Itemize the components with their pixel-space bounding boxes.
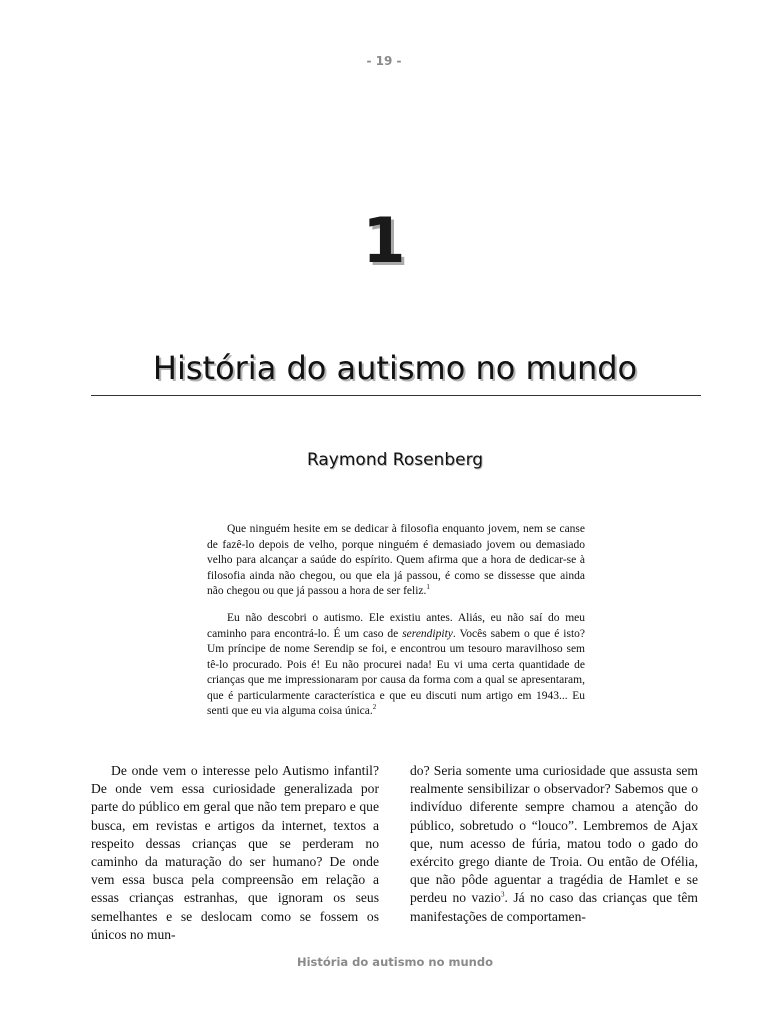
footnote-marker-2: 2 — [372, 703, 377, 712]
body-right-text-after: . Já no caso das crianças que têm manifestações de comportamen- — [410, 890, 698, 924]
footnote-marker-3: 3 — [500, 890, 505, 899]
epigraph-1 — [207, 522, 585, 600]
title-divider — [91, 395, 701, 396]
author-name: Raymond Rosenberg — [306, 450, 484, 470]
epigraph-2-italic-term: serendipity — [402, 627, 453, 640]
body-right-column — [410, 762, 698, 926]
chapter-number: 1 — [362, 204, 406, 277]
body-left-column: De onde vem o interesse pelo Autismo infantil? De onde vem essa curiosidade generalizada por parte do público em geral que não tem preparo e que busca, em revistas e artigos da internet, textos a respeito dessas crianças que se perderam no caminho da maturação do ser humano? De onde vem essa busca pela compreensão em relação a essas crianças estranhas, que ignoram os seus semelhantes e se deslocam como se fossem os únicos no mun- — [91, 763, 379, 942]
epigraph-2-text-after: . Vocês sabem o que é isto? Um príncipe de nome Serendip se foi, e encontrou um tesouro maravilhoso sem tê-lo procurado. Pois é! Eu não procurei nada! Eu vi uma certa quantidade de crianças que me impressionaram por causa da forma com a qual se apresentaram, que é particularmente característica e que eu discuti num artigo em 1943... Eu senti que eu via alguma coisa única. — [207, 627, 585, 717]
footnote-marker-1: 1 — [426, 583, 430, 592]
page-number: - 19 - — [366, 54, 402, 68]
running-footer: História do autismo no mundo — [296, 955, 494, 969]
chapter-title: História do autismo no mundo — [152, 349, 638, 387]
epigraph-1-text: Que ninguém hesite em se dedicar à filosofia enquanto jovem, nem se canse de fazê-lo depois de velho, porque ninguém é demasiado jovem ou demasiado velho para alcançar a saúde do espírito. Quem afirma que a hora de dedicar-se à filosofia ainda não chegou, ou que ela já passou, é como se dissesse que ainda não chegou ou que já passou a hora de ser feliz. — [207, 523, 585, 597]
epigraph-2-text-before: Eu não descobri o autismo. Ele existiu antes. Aliás, eu não saí do meu caminho para encontrá-lo. É um caso de — [207, 612, 585, 640]
body-right-text-before: do? Seria somente uma curiosidade que assusta sem realmente sensibilizar o observador? Sabemos que o indivíduo diferente sempre chamou a atenção do público, sobretudo o “louco”. Lembremos de Ajax que, num acesso de fúria, matou todo o gado do exército grego diante de Troia. Ou então de Ofélia, que não pôde aguentar a tragédia de Hamlet e se perdeu no vazio — [410, 763, 698, 906]
epigraph-2 — [207, 611, 585, 720]
